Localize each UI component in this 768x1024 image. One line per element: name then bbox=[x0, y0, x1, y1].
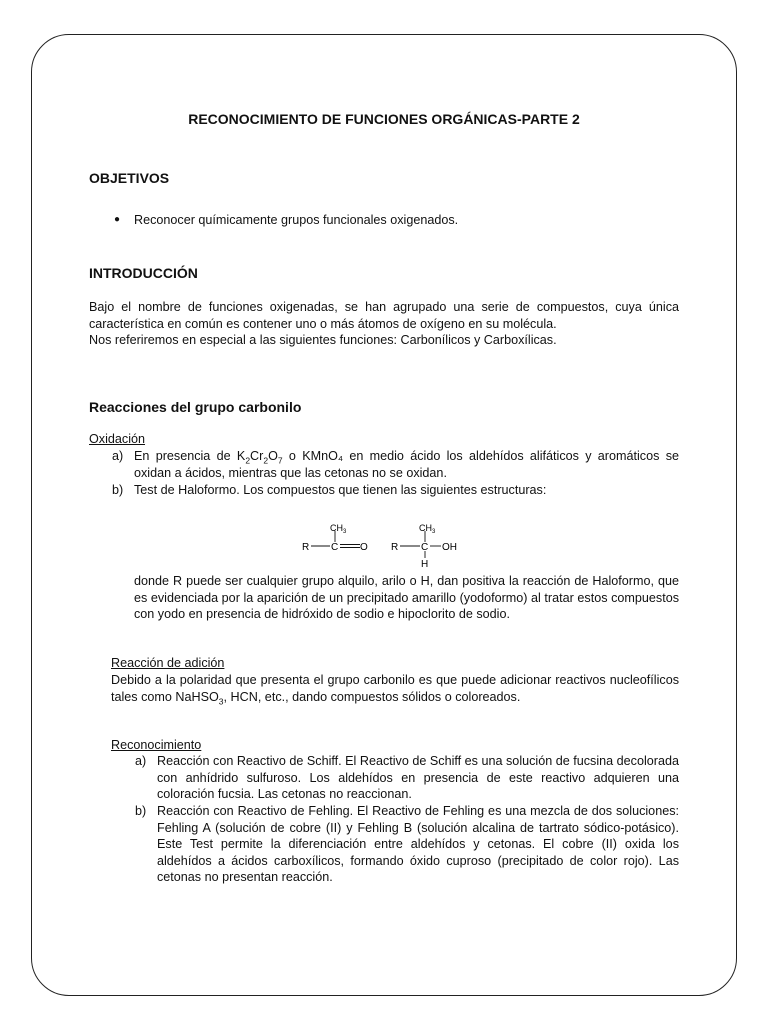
page-title: RECONOCIMIENTO DE FUNCIONES ORGÁNICAS-PARTE 2 bbox=[188, 111, 580, 127]
reconocimiento-item-a: a) Reacción con Reactivo de Schiff. El Reactivo de Schiff es una solución de fucsina decolorada con anhídrido sulfuroso. Los aldehídos en presencia de este reactivo adquieren una coloración fucsia. Las cetonas no reaccionan. bbox=[135, 754, 679, 801]
haloformo-structures bbox=[296, 518, 472, 570]
reconocimiento-item-b: b) Reacción con Reactivo de Fehling. El Reactivo de Fehling es una mezcla de dos soluciones: Fehling A (solución de cobre (II) y Fehling B (solución alcalina de tartrato sódico-potásico). Este Test permite la diferenciación entre aldehídos y cetonas. El cobre (II) oxida los aldehídos a ácidos carboxílicos, formando óxido cuproso (precipitado de color rojo). Las cetonas no presentan reacción. bbox=[135, 804, 679, 884]
oxidacion-label: Oxidación bbox=[89, 432, 146, 446]
objetivos-list bbox=[114, 212, 694, 229]
oh-label: OH bbox=[442, 542, 457, 553]
oxidacion-item-a: a) En presencia de $K_2Cr_2O_7$ o KMnO₄ en medio ácido los aldehídos alifáticos y aromáticos se oxidan a ácidos, mientras que las cetonas no se oxidan. bbox=[112, 449, 679, 480]
introduccion-paragraph: Bajo el nombre de funciones oxigenadas, se han agrupado una serie de compuestos, cuya única característica en común es contener uno o más átomos de oxígeno en su molécula. bbox=[89, 300, 679, 331]
list-item: ● Reconocer químicamente grupos funcionales oxigenados. bbox=[114, 213, 459, 227]
introduccion-heading: INTRODUCCIÓN bbox=[89, 265, 198, 281]
introduccion-paragraph-2: Nos referiremos en especial a las siguientes funciones: Carbonílicos y Carboxílicas. bbox=[89, 333, 557, 347]
r-label: R bbox=[391, 542, 399, 553]
c-label: C bbox=[421, 542, 429, 553]
adicion-label: Reacción de adición bbox=[111, 656, 225, 670]
ch3-label: $CH_3$ bbox=[330, 523, 347, 535]
ch3-label: $CH_3$ bbox=[419, 523, 436, 535]
haloformo-paragraph: donde R puede ser cualquier grupo alquilo, arilo o H, dan positiva la reacción de Haloformo, que es evidenciada por la aparición de un precipitado amarillo (yodoformo) al tratar estos compuestos con yodo en presencia de hidróxido de sodio e hipoclorito de sodio. bbox=[134, 574, 679, 621]
h-label: H bbox=[421, 559, 429, 570]
methyl-carbinol-structure bbox=[391, 523, 457, 570]
carbonilo-heading: Reacciones del grupo carbonilo bbox=[89, 399, 302, 415]
r-label: R bbox=[302, 542, 310, 553]
adicion-paragraph: Debido a la polaridad que presenta el grupo carbonilo es que puede adicionar reactivos nucleofílicos tales como NaHSO$_3$, HCN, etc., dando compuestos sólidos o coloreados. bbox=[111, 673, 679, 707]
objetivos-heading: OBJETIVOS bbox=[89, 170, 170, 186]
o-label: O bbox=[360, 542, 368, 553]
reconocimiento-label: Reconocimiento bbox=[111, 738, 202, 752]
c-label: C bbox=[331, 542, 339, 553]
oxidacion-item-b: b) Test de Haloformo. Los compuestos que tienen las siguientes estructuras: bbox=[112, 483, 547, 497]
bullet-icon: ● bbox=[114, 214, 121, 225]
methyl-ketone-structure bbox=[302, 523, 368, 553]
